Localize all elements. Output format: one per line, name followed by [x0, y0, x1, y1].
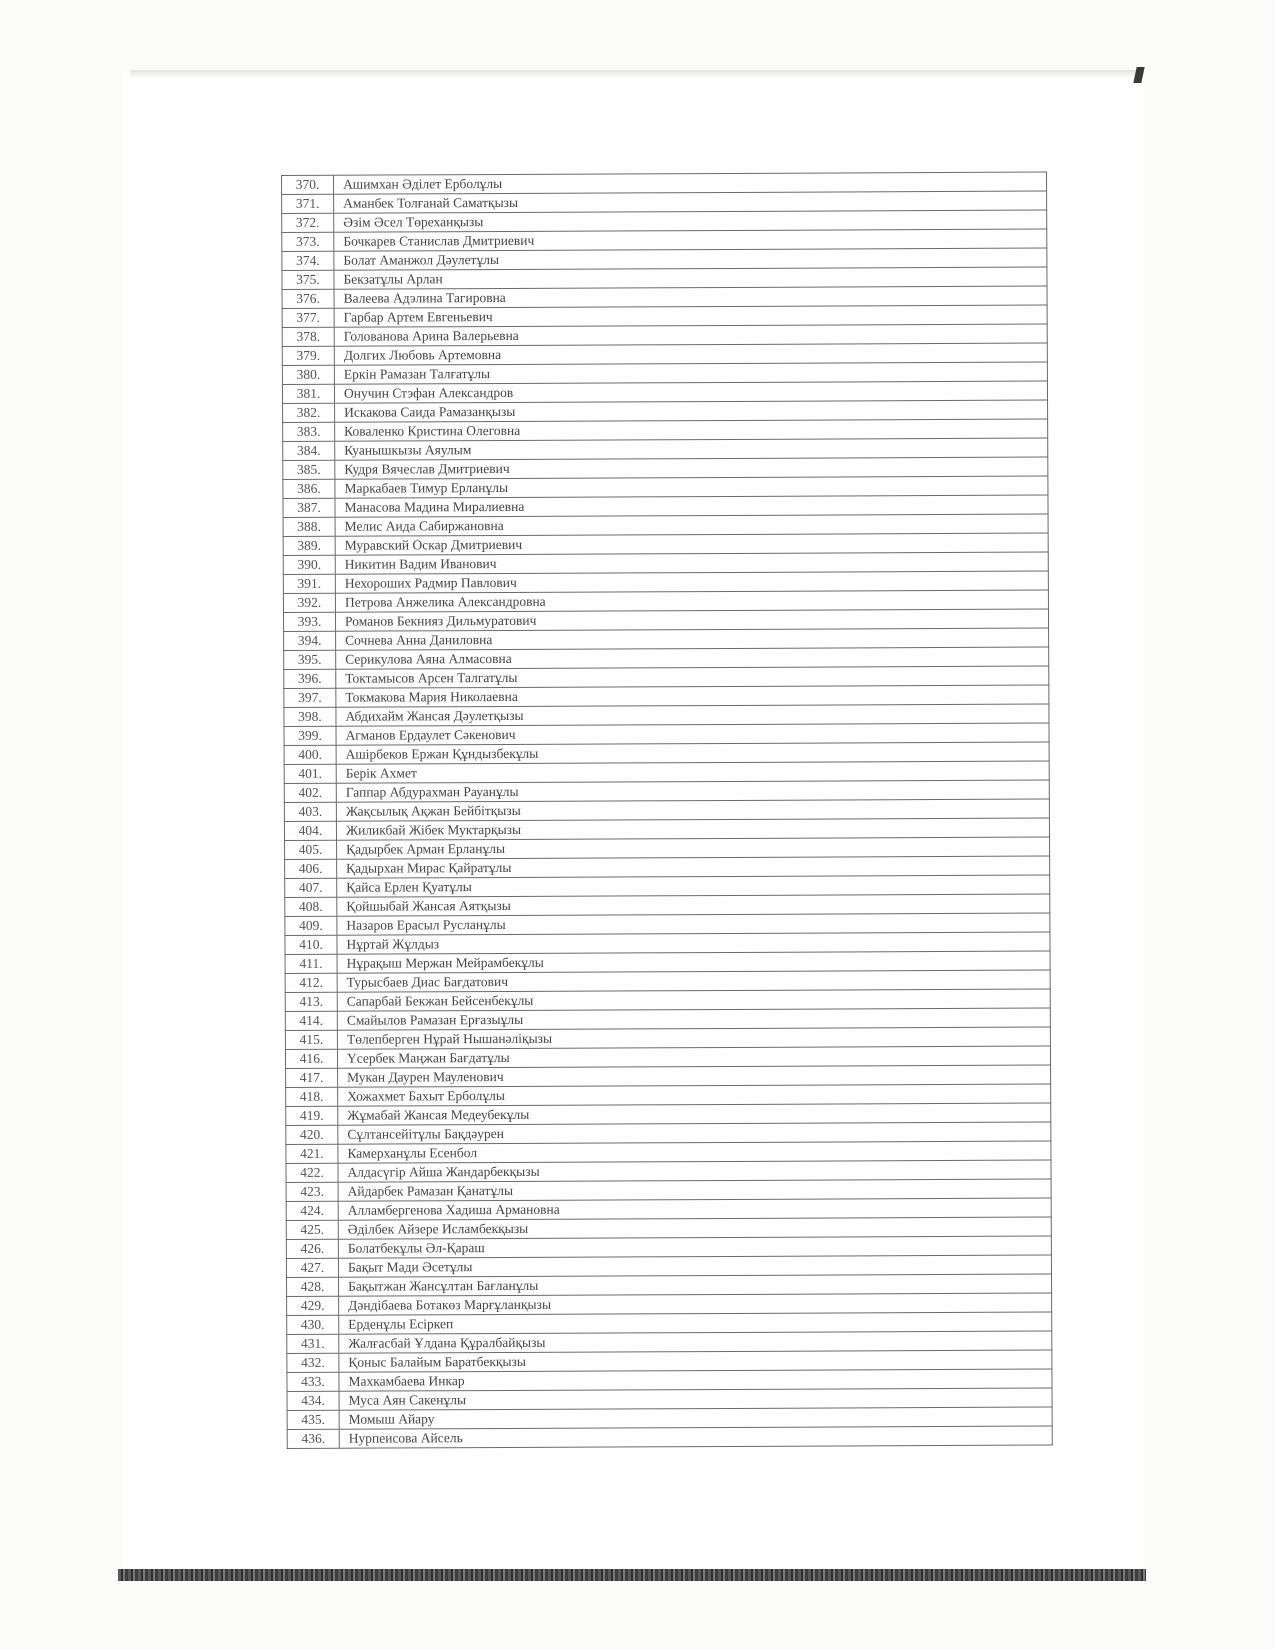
row-number: 435.: [287, 1410, 339, 1429]
row-number: 378.: [282, 327, 334, 346]
person-name: Искакова Саида Рамазанқызы: [335, 400, 1048, 422]
row-number: 395.: [284, 650, 336, 669]
row-number: 397.: [284, 688, 336, 707]
row-number: 406.: [285, 859, 337, 878]
row-number: 426.: [286, 1239, 338, 1258]
person-name: Қойшыбай Жансая Аятқызы: [337, 894, 1050, 916]
person-name: Валеева Адэлина Тагировна: [334, 286, 1047, 308]
person-name: Қайса Ерлен Қуатұлы: [337, 875, 1050, 897]
row-number: 372.: [282, 213, 334, 232]
row-number: 431.: [287, 1334, 339, 1353]
row-number: 412.: [285, 973, 337, 992]
table-row: [287, 1426, 1052, 1448]
person-name: Абдихайм Жансая Дәулетқызы: [336, 704, 1049, 726]
row-number: 398.: [284, 707, 336, 726]
row-number: 408.: [285, 897, 337, 916]
person-name: Қадырбек Арман Ерланұлы: [337, 837, 1050, 859]
person-name: Алдасүгір Айша Жандарбекқызы: [338, 1160, 1051, 1182]
person-name: Еркін Рамазан Талғатұлы: [334, 362, 1047, 384]
person-name: Мукан Даурен Мауленович: [338, 1065, 1051, 1087]
row-number: 428.: [287, 1277, 339, 1296]
row-number: 388.: [283, 517, 335, 536]
person-name: Жалғасбай Ұлдана Құралбайқызы: [339, 1331, 1052, 1353]
person-name: Смайылов Рамазан Ерғазыұлы: [337, 1008, 1050, 1030]
person-name: Гарбар Артем Евгеньевич: [334, 305, 1047, 327]
person-name: Алламбергенова Хадиша Армановна: [338, 1198, 1051, 1220]
person-name: Агманов Ердаулет Сәкенович: [336, 723, 1049, 745]
name-list-body: [282, 172, 1053, 1448]
row-number: 433.: [287, 1372, 339, 1391]
person-name: Қадырхан Мирас Қайратұлы: [337, 856, 1050, 878]
person-name: Маркабаев Тимур Ерланұлы: [335, 476, 1048, 498]
row-number: 427.: [286, 1258, 338, 1277]
row-number: 407.: [285, 878, 337, 897]
row-number: 418.: [286, 1087, 338, 1106]
person-name: Ашірбеков Ержан Құндызбекұлы: [336, 742, 1049, 764]
person-name: Болатбекұлы Әл-Қараш: [338, 1236, 1051, 1258]
row-number: 377.: [282, 308, 334, 327]
person-name: Ашимхан Әділет Ерболұлы: [334, 172, 1047, 194]
person-name: Момыш Айару: [339, 1407, 1052, 1429]
row-number: 385.: [283, 460, 335, 479]
person-name: Ерденұлы Есіркеп: [339, 1312, 1052, 1334]
row-number: 382.: [283, 403, 335, 422]
person-name: Куанышкызы Аяулым: [335, 438, 1048, 460]
person-name: Сұлтансейітұлы Бақдәурен: [338, 1122, 1051, 1144]
row-number: 420.: [286, 1125, 338, 1144]
person-name: Хожахмет Бахыт Ерболұлы: [338, 1084, 1051, 1106]
scan-bottom-edge: [118, 1569, 1146, 1581]
person-name: Романов Бекнияз Дильмуратович: [335, 609, 1048, 631]
person-name: Болат Аманжол Дәулетұлы: [334, 248, 1047, 270]
person-name: Бекзатұлы Арлан: [334, 267, 1047, 289]
row-number: 396.: [284, 669, 336, 688]
person-name: Бақыт Мади Әсетұлы: [338, 1255, 1051, 1277]
row-number: 425.: [286, 1220, 338, 1239]
row-number: 381.: [282, 384, 334, 403]
row-number: 383.: [283, 422, 335, 441]
row-number: 390.: [283, 555, 335, 574]
row-number: 392.: [283, 593, 335, 612]
row-number: 429.: [287, 1296, 339, 1315]
person-name: Айдарбек Рамазан Қанатұлы: [338, 1179, 1051, 1201]
row-number: 422.: [286, 1163, 338, 1182]
row-number: 373.: [282, 232, 334, 251]
row-number: 394.: [284, 631, 336, 650]
row-number: 386.: [283, 479, 335, 498]
person-name: Нехороших Радмир Павлович: [335, 571, 1048, 593]
row-number: 380.: [282, 365, 334, 384]
row-number: 411.: [285, 954, 337, 973]
row-number: 384.: [283, 441, 335, 460]
row-number: 374.: [282, 251, 334, 270]
row-number: 404.: [284, 821, 336, 840]
person-name: Жиликбай Жібек Муктарқызы: [336, 818, 1049, 840]
person-name: Манасова Мадина Миралиевна: [335, 495, 1048, 517]
row-number: 393.: [283, 612, 335, 631]
row-number: 434.: [287, 1391, 339, 1410]
person-name: Муса Аян Сакенұлы: [339, 1388, 1052, 1410]
person-name: Петрова Анжелика Александровна: [335, 590, 1048, 612]
row-number: 403.: [284, 802, 336, 821]
row-number: 415.: [285, 1030, 337, 1049]
person-name: Нурпеисова Айсель: [339, 1426, 1052, 1448]
person-name: Кудря Вячеслав Дмитриевич: [335, 457, 1048, 479]
person-name: Жақсылық Ақжан Бейбітқызы: [336, 799, 1049, 821]
row-number: 414.: [285, 1011, 337, 1030]
row-number: 421.: [286, 1144, 338, 1163]
person-name: Токтамысов Арсен Талгатұлы: [336, 666, 1049, 688]
row-number: 405.: [285, 840, 337, 859]
person-name: Никитин Вадим Иванович: [335, 552, 1048, 574]
row-number: 416.: [285, 1049, 337, 1068]
person-name: Дәндібаева Ботакөз Марғұланқызы: [339, 1293, 1052, 1315]
row-number: 413.: [285, 992, 337, 1011]
person-name: Аманбек Толғанай Саматқызы: [334, 191, 1047, 213]
row-number: 376.: [282, 289, 334, 308]
row-number: 389.: [283, 536, 335, 555]
person-name: Бочкарев Станислав Дмитриевич: [334, 229, 1047, 251]
row-number: 419.: [286, 1106, 338, 1125]
row-number: 379.: [282, 346, 334, 365]
row-number: 399.: [284, 726, 336, 745]
row-number: 370.: [282, 175, 334, 194]
name-list-table: [281, 172, 1053, 1449]
person-name: Мелис Аида Сабиржановна: [335, 514, 1048, 536]
person-name: Әділбек Айзере Исламбекқызы: [338, 1217, 1051, 1239]
row-number: 371.: [282, 194, 334, 213]
person-name: Муравский Оскар Дмитриевич: [335, 533, 1048, 555]
person-name: Онучин Стэфан Александров: [334, 381, 1047, 403]
person-name: Әзім Әсел Төреханқызы: [334, 210, 1047, 232]
row-number: 423.: [286, 1182, 338, 1201]
person-name: Назаров Ерасыл Русланұлы: [337, 913, 1050, 935]
person-name: Сочнева Анна Даниловна: [336, 628, 1049, 650]
person-name: Коваленко Кристина Олеговна: [335, 419, 1048, 441]
row-number: 401.: [284, 764, 336, 783]
scan-top-shadow: [130, 70, 1140, 78]
person-name: Камерханұлы Есенбол: [338, 1141, 1051, 1163]
person-name: Турысбаев Диас Бағдатович: [337, 970, 1050, 992]
row-number: 436.: [287, 1429, 339, 1448]
person-name: Сапарбай Бекжан Бейсенбекұлы: [337, 989, 1050, 1011]
person-name: Нұртай Жұлдыз: [337, 932, 1050, 954]
person-name: Долгих Любовь Артемовна: [334, 343, 1047, 365]
row-number: 375.: [282, 270, 334, 289]
person-name: Серикулова Аяна Алмасовна: [336, 647, 1049, 669]
person-name: Төлепберген Нұрай Нышанәліқызы: [337, 1027, 1050, 1049]
row-number: 409.: [285, 916, 337, 935]
person-name: Гаппар Абдурахман Рауанұлы: [336, 780, 1049, 802]
person-name: Бақытжан Жансұлтан Бағланұлы: [339, 1274, 1052, 1296]
row-number: 417.: [286, 1068, 338, 1087]
row-number: 424.: [286, 1201, 338, 1220]
person-name: Нұрақыш Мержан Мейрамбекұлы: [337, 951, 1050, 973]
person-name: Берік Ахмет: [336, 761, 1049, 783]
row-number: 410.: [285, 935, 337, 954]
row-number: 391.: [283, 574, 335, 593]
row-number: 387.: [283, 498, 335, 517]
person-name: Қоныс Балайым Баратбекқызы: [339, 1350, 1052, 1372]
row-number: 400.: [284, 745, 336, 764]
person-name: Жұмабай Жансая Медеубекұлы: [338, 1103, 1051, 1125]
name-list-table-wrapper: [281, 172, 1053, 1449]
row-number: 430.: [287, 1315, 339, 1334]
row-number: 432.: [287, 1353, 339, 1372]
person-name: Токмакова Мария Николаевна: [336, 685, 1049, 707]
person-name: Үсербек Маңжан Бағдатұлы: [337, 1046, 1050, 1068]
person-name: Голованова Арина Валерьевна: [334, 324, 1047, 346]
person-name: Махкамбаева Инкар: [339, 1369, 1052, 1391]
row-number: 402.: [284, 783, 336, 802]
